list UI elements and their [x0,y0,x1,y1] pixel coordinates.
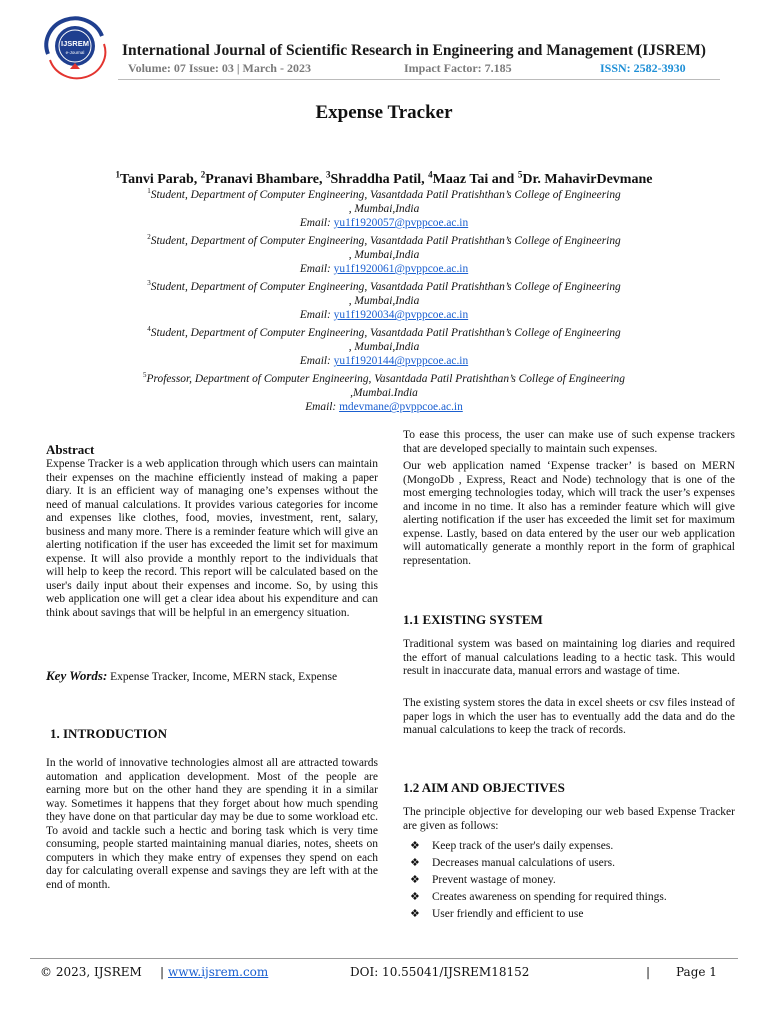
issn: ISSN: 2582-3930 [600,61,686,75]
aim-objectives-heading: 1.2 AIM AND OBJECTIVES [403,780,565,795]
journal-header [40,14,740,80]
keywords-text: Expense Tracker, Income, MERN stack, Expense [107,671,338,683]
page-footer [40,965,720,981]
page-number: Page 1 [676,965,717,979]
keywords [46,668,337,684]
diamond-bullet-icon: ❖ [410,890,420,903]
author: $^3$Shraddha Patil, [326,169,429,187]
diamond-bullet-icon: ❖ [410,907,420,920]
existing-system-paragraph-2: The existing system stores the data in excel sheets or csv files instead of paper logs in which the user has to eventually add the data and do the manual calculations to keep the track of records. [403,697,735,736]
aim-intro: The principle objective for developing our web based Expense Tracker are given as follows: [403,806,735,832]
doi: DOI: 10.55041/IJSREM18152 [350,965,530,979]
existing-system-paragraph-1: Traditional system was based on maintaining log diaries and required the effort of manual calculations leading to a hectic task. This would result in inaccurate data, manual errors and wastage of time. [403,638,735,677]
footer-divider [30,958,738,959]
email-link[interactable]: yu1f1920034@pvppcoe.ac.in [333,309,469,322]
affiliation-1: $^1$Student, Department of Computer Engineering, Vasantdada Patil Pratishthan’s College of Engineering , Mumbai,India Email: yu1f1920057@pvppcoe.ac.in [147,187,621,229]
email-link[interactable]: yu1f1920057@pvppcoe.ac.in [333,216,469,229]
footer-separator: | [160,965,165,979]
diamond-bullet-icon: ❖ [410,856,420,869]
header-divider [118,79,720,80]
intro-continued-paragraph: To ease this process, the user can make use of such expense trackers that are developed specially to maintain such expenses. [403,429,735,455]
email-link[interactable]: yu1f1920144@pvppcoe.ac.in [333,355,469,368]
mern-paragraph: Our web application named ‘Expense tracker’ is based on MERN (MongoDb , Express, React and Node) technology that is one of the most emerging technologies today, which will track the user’s expenses and income in no time. It also has a reminder feature which will give alerting notification if the user has exceeded the limit set for maximum expense. Lastly, based on data entered by the user our web application will automatically generate a monthly report in the form of graphical representation. [403,460,735,567]
author: $^4$Maaz Tai and [428,169,518,187]
author: $^2$Pranavi Bhambare, [200,169,326,187]
introduction-text: In the world of innovative technologies almost all are attracted towards automation and application development. Most of the people are earning more but on the other hand they are spending it in a similar way. Sometimes it happens that they forget about how much spending they have done on that particular day may be due to some workload etc. To avoid and tackle such a hectic and boring task which is very time consuming, people started maintaining manual diaries, notes, sheets on computers in which they make entry of expenses they spend on each day for calculating overall expense and savings they are left with at the end of month. [46,757,378,891]
diamond-bullet-icon: ❖ [410,873,420,886]
email-link[interactable]: yu1f1920061@pvppcoe.ac.in [333,263,469,276]
affiliation-5: $^5$Professor, Department of Computer Engineering, Vasantdada Patil Pratishthan’s College of Engineering ,Mumbai.India Email: mdevmane@pvppcoe.ac.in [143,371,625,414]
diamond-bullet-icon: ❖ [410,840,420,852]
website-link[interactable]: www.ijsrem.com [168,965,269,979]
list-item: ❖ Prevent wastage of money. [410,872,740,889]
author: $^1$Tanvi Parab, [115,169,201,187]
affiliation-2: $^2$Student, Department of Computer Engineering, Vasantdada Patil Pratishthan’s College of Engineering , Mumbai,India Email: yu1f1920061@pvppcoe.ac.in [147,233,621,276]
list-item: ❖ Decreases manual calculations of users. [410,855,740,872]
journal-title: International Journal of Scientific Research in Engineering and Management (IJSREM) [122,42,706,59]
email-link[interactable]: mdevmane@pvppcoe.ac.in [339,401,463,414]
list-item: ❖ User friendly and efficient to use [410,906,740,923]
journal-meta [128,61,748,77]
affiliation-4: $^4$Student, Department of Computer Engineering, Vasantdada Patil Pratishthan’s College of Engineering , Mumbai,India Email: yu1f1920144@pvppcoe.ac.in [147,325,621,368]
ijsrem-logo [40,14,110,80]
paper-title: Expense Tracker [315,102,453,123]
objectives-list [410,838,740,923]
introduction-heading: 1. INTRODUCTION [50,726,168,741]
list-item: ❖ Creates awareness on spending for required things. [410,889,740,906]
author: $^5$Dr. MahavirDevmane [517,169,653,187]
affiliation-3: $^3$Student, Department of Computer Engineering, Vasantdada Patil Pratishthan’s College of Engineering , Mumbai,India Email: yu1f1920034@pvppcoe.ac.in [147,279,621,322]
copyright: © 2023, IJSREM [40,965,142,979]
logo-text-top: IJSREM [61,39,89,48]
volume-issue: Volume: 07 Issue: 03 | March - 2023 [128,61,311,75]
abstract-heading: Abstract [46,442,95,457]
footer-separator: | [646,965,651,979]
impact-factor: Impact Factor: 7.185 [404,61,512,75]
existing-system-heading: 1.1 EXISTING SYSTEM [403,612,543,627]
abstract-text: Expense Tracker is a web application through which users can maintain their expenses on the machine efficiently instead of making a paper diary. It is an efficient way of managing one’s expenses without the need of manual calculations. It provides various categories for income and expenses like clothes, food, movies, investment, rent, salary, business and many more. There is a reminder feature which will give an alerting notification if the user has exceeded the limit set for maximum expense. It will also provide a monthly report to the individuals that will help to keep the record. This report will be calculated based on the user's daily input about their expenses and income. So, by using this web application one will get a clear idea about his expenditure and can think about savings that will be helpful in an emergency situation. [46,458,378,619]
list-item: ❖ Keep track of the user's daily expenses. [410,838,740,855]
keywords-label: Key Words: [46,668,108,683]
logo-text-bottom: e-Journal [65,50,85,55]
affiliations [60,184,708,414]
